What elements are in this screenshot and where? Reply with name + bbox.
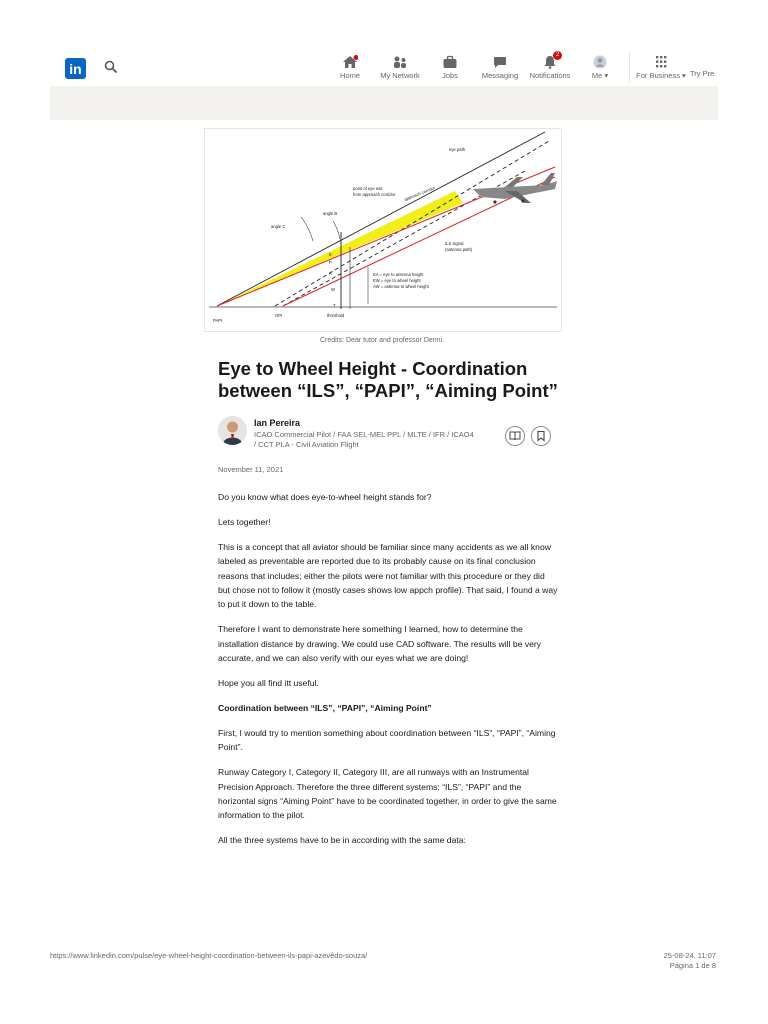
label-point-e: E xyxy=(329,252,332,257)
top-nav xyxy=(50,48,718,86)
label-from-corridor: from approach corridor xyxy=(353,192,396,197)
article-body xyxy=(218,490,558,858)
nav-messaging[interactable] xyxy=(472,52,528,80)
footer-meta xyxy=(664,951,716,971)
bookmark-button[interactable] xyxy=(531,426,551,446)
network-icon xyxy=(392,55,408,69)
paragraph: Therefore I want to demonstrate here something I learned, how to determine the installation distance by drawing. We could use CAD software. The results will be very accurate, and we can also verify with our eyes what we are doing! xyxy=(218,624,542,664)
approach-diagram xyxy=(205,129,561,331)
nav-home-label: Home xyxy=(339,71,360,80)
top-banner xyxy=(50,86,718,120)
briefcase-icon xyxy=(442,55,458,69)
nav-jobs[interactable] xyxy=(422,52,478,80)
nav-for-business-label: For Business xyxy=(636,71,680,80)
nav-notifications-label: Notifications xyxy=(529,71,571,80)
image-caption: Credits: Dear tutor and professor Denni. xyxy=(319,337,445,344)
airplane-icon xyxy=(473,173,557,204)
avatar-icon xyxy=(592,55,608,69)
chevron-down-icon: ▾ xyxy=(679,71,686,80)
linkedin-logo[interactable]: in xyxy=(65,58,86,79)
grid-icon xyxy=(653,55,669,69)
label-point-a: A xyxy=(329,271,332,276)
paragraph: Lets together! xyxy=(218,516,271,527)
label-point-w: W xyxy=(331,287,335,292)
label-papi: PAPI xyxy=(213,318,223,323)
nav-home[interactable] xyxy=(322,52,378,80)
paragraph: This is a concept that all aviator should be familiar since many accidents as we all know labeled as preventable are reported due to its probably cause on its final conclusion reasons that includes; either the pilots were not familiar with this procedure or they did but chose not to follow it (mostly cases shows low appch profile). That said, I found a way to put it down to the table. xyxy=(218,541,558,610)
nav-messaging-label: Messaging xyxy=(481,71,519,80)
try-premium-label: Try Pre xyxy=(690,69,715,78)
footer-page-number: Página 1 de 8 xyxy=(669,961,716,970)
label-ils-signal: ILS signal xyxy=(445,241,464,246)
paragraph: All the three systems have to be in according with the same data: xyxy=(218,835,466,846)
chat-icon xyxy=(492,55,508,69)
book-icon xyxy=(506,427,524,445)
label-point-p: P xyxy=(329,260,332,265)
section-heading: Coordination between “ILS”, “PAPI”, “Aiming Point” xyxy=(218,702,432,713)
search-icon[interactable] xyxy=(104,60,118,74)
nav-me-label: Me xyxy=(591,71,603,80)
angle-c-arc xyxy=(301,217,313,241)
bookmark-icon xyxy=(532,427,550,445)
footer-datetime: 25-08-24, 11:07 xyxy=(663,951,716,960)
author-avatar[interactable] xyxy=(218,416,247,445)
notification-badge: 2 xyxy=(553,51,562,60)
label-eye-path: eye path xyxy=(449,147,466,152)
label-gpi: GPI xyxy=(275,313,283,318)
label-point-of-eye: point of eye exit xyxy=(353,186,383,191)
paragraph: Do you know what does eye-to-wheel height stands for? xyxy=(218,492,432,502)
label-legend-1: EA = eye to antenna height xyxy=(373,272,424,277)
publish-date: November 11, 2021 xyxy=(218,465,284,474)
footer-url: https://www.linkedin.com/pulse/eye-wheel-height-coordination-between-ils-papi-azevêdo-souza/ xyxy=(50,951,368,960)
nav-my-network[interactable] xyxy=(372,52,428,80)
save-article-button[interactable] xyxy=(505,426,525,446)
nav-me[interactable] xyxy=(572,52,628,80)
paragraph: Runway Category I, Category II, Category III, are all runways with an Instrumental Precision Approach. Therefore the three different systems: “ILS”, “PAPI” and the horizontal signs “Aiming Point” have to be coordinated together, in order to give the same information to the pilot. xyxy=(218,767,557,821)
label-point-t: T xyxy=(333,303,336,308)
nav-my-network-label: My Network xyxy=(380,71,420,80)
label-legend-2: EW = eye to wheel height xyxy=(373,278,421,283)
article-cover-image xyxy=(204,128,562,332)
label-threshold: threshold xyxy=(327,313,345,318)
article-title: Eye to Wheel Height - Coordination between “ILS”, “PAPI”, “Aiming Point” xyxy=(218,358,558,401)
nav-jobs-label: Jobs xyxy=(442,71,458,80)
try-premium-link[interactable] xyxy=(690,69,718,78)
paragraph: Hope you all find itt useful. xyxy=(218,678,319,689)
chevron-down-icon: ▾ xyxy=(602,71,609,80)
label-antenna-path: (antenna path) xyxy=(445,247,473,252)
bell-icon xyxy=(542,52,560,69)
paragraph: First, I would try to mention something about coordination between “ILS”, “PAPI”, “Aiming Point”. xyxy=(218,727,556,753)
label-legend-3: AW = antenna to wheel height xyxy=(373,284,429,289)
author-name[interactable]: Ian Pereira xyxy=(254,418,301,428)
author-headline: ICAO Commercial Pilot / FAA SEL-MEL PPL / MLTE / IFR / ICAO4 / CCT PLA - Civil Aviation Flight xyxy=(254,430,474,449)
label-angle-b: angle B xyxy=(323,211,338,216)
nav-for-business[interactable] xyxy=(630,52,692,80)
label-angle-c: angle C xyxy=(271,224,286,229)
home-icon xyxy=(342,55,358,69)
nav-notifications[interactable] xyxy=(522,52,578,80)
angle-b-arc xyxy=(333,221,340,239)
label-approach-corridor: approach corridor xyxy=(403,184,436,202)
